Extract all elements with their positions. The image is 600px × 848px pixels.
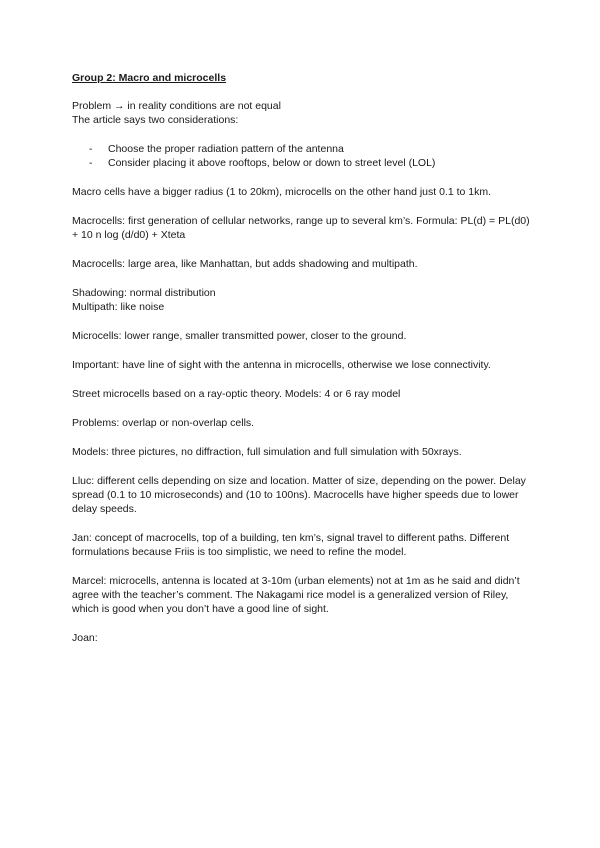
paragraph-line-of-sight: Important: have line of sight with the antenna in microcells, otherwise we lose connectivity.: [72, 359, 491, 371]
paragraph-microcells-range: Microcells: lower range, smaller transmitted power, closer to the ground.: [72, 330, 407, 342]
intro-block: [72, 99, 532, 127]
list-item-text: Consider placing it above rooftops, below or down to street level (LOL): [108, 157, 436, 169]
considerations-line: The article says two considerations:: [72, 114, 239, 126]
paragraph-street-microcells: Street microcells based on a ray-optic theory. Models: 4 or 6 ray model: [72, 388, 401, 400]
paragraph-jan: Jan: concept of macrocells, top of a building, ten km’s, signal travel to different paths. Different formulations because Friis is too simplistic, we need to refine the model.: [72, 532, 510, 558]
paragraph-problems: Problems: overlap or non-overlap cells.: [72, 417, 255, 429]
multipath-line: Multipath: like noise: [72, 301, 165, 313]
document-title: Group 2: Macro and microcells: [72, 72, 227, 84]
document-page: [72, 71, 532, 660]
considerations-list: [72, 142, 532, 170]
problem-line: Problem → in reality conditions are not equal: [72, 100, 281, 112]
dash-marker: -: [89, 143, 93, 155]
list-item: [72, 156, 532, 170]
dash-marker: -: [89, 157, 93, 169]
paragraph-joan: Joan:: [72, 632, 98, 644]
paragraph-lluc: Lluc: different cells depending on size and location. Matter of size, depending on the power. Delay spread (0.1 to 10 microseconds) and (10 to 100ns). Macrocells have higher speeds due to lower delay speeds.: [72, 475, 526, 515]
list-item-text: Choose the proper radiation pattern of the antenna: [108, 143, 344, 155]
shadowing-multipath-block: [72, 286, 532, 314]
list-item: [72, 142, 532, 156]
paragraph-macrocells-area: Macrocells: large area, like Manhattan, but adds shadowing and multipath.: [72, 258, 418, 270]
paragraph-models: Models: three pictures, no diffraction, full simulation and full simulation with 50xrays.: [72, 446, 462, 458]
paragraph-cell-radius: Macro cells have a bigger radius (1 to 20km), microcells on the other hand just 0.1 to 1km.: [72, 186, 492, 198]
paragraph-marcel: Marcel: microcells, antenna is located at 3-10m (urban elements) not at 1m as he said and didn’t agree with the teacher’s comment. The Nakagami rice model is a generalized version of Riley, which is good when you don’t have a good line of sight.: [72, 575, 520, 615]
shadowing-line: Shadowing: normal distribution: [72, 287, 216, 299]
paragraph-macrocells-formula: Macrocells: first generation of cellular networks, range up to several km’s. Formula: PL(d) = PL(d0) + 10 n log (d/d0) + Xteta: [72, 215, 530, 241]
